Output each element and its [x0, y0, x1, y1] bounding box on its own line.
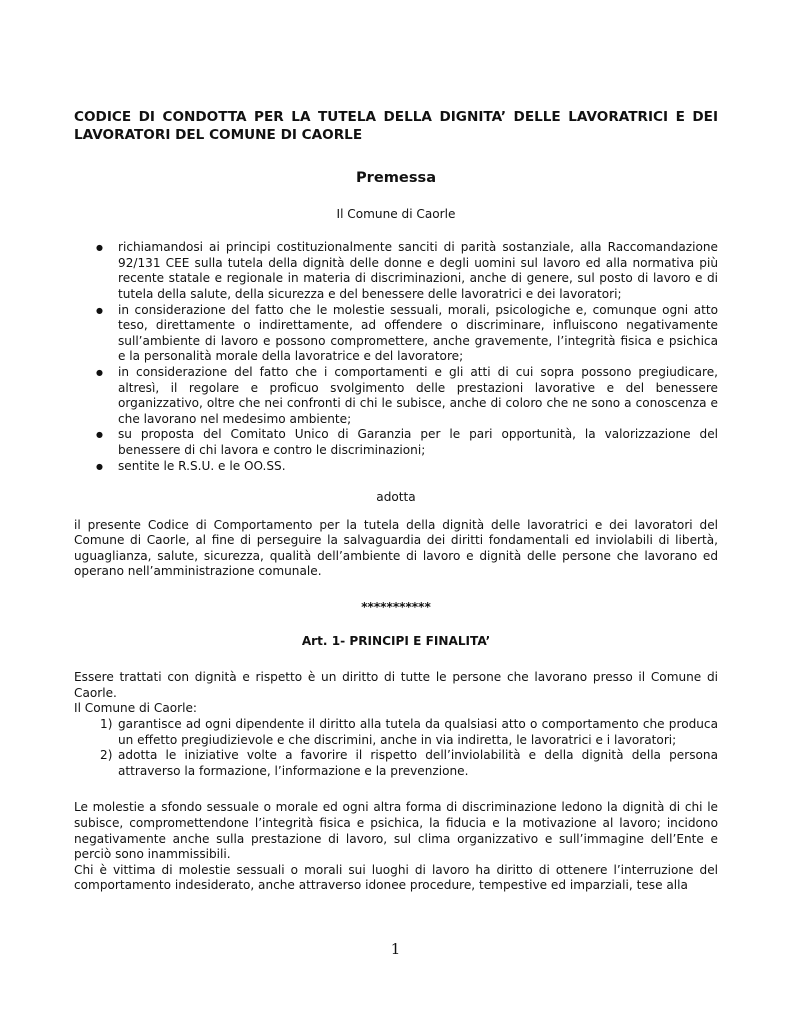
document-page — [74, 108, 718, 894]
article-1-paragraph-4: Chi è vittima di molestie sessuali o morali sui luoghi di lavoro ha diritto di ottenere l’interruzione del comportamento indesiderato, anche attraverso idonee procedure, tempestive ed imparziali, tese alla — [74, 862, 718, 893]
section-separator: *********** — [361, 600, 431, 615]
adotta-line: adotta — [376, 490, 416, 505]
item-number: 1) — [100, 717, 113, 732]
article-1-paragraph-1: Essere trattati con dignità e rispetto è un diritto di tutte le persone che lavorano presso il Comune di Caorle. — [74, 670, 718, 700]
bullet-item: ● richiamandosi ai principi costituzionalmente sanciti di parità sostanziale, alla Raccomandazione 92/131 CEE sulla tutela della dignità delle donne e degli uomini sul lavoro ed alla normativa più recente statale e regionale in materia di discriminazioni, anche di genere, sul posto di lavoro e di tutela della salute, della sicurezza e del benessere delle lavoratrici e dei lavoratori; — [74, 240, 718, 302]
bullet-item: ● in considerazione del fatto che le molestie sessuali, morali, psicologiche e, comunque ogni atto teso, direttamente o indirettamente, ad offendere o discriminare, influiscono negativamente sull’ambiente di lavoro e possono compromettere, anche gravemente, l’integrità fisica e psichica e la personalità morale della lavoratrice e del lavoratore; — [74, 303, 718, 365]
numbered-item — [74, 717, 718, 748]
item-number: 2) — [100, 748, 113, 763]
premise-bullet-list — [74, 240, 718, 474]
bullet-item: ● in considerazione del fatto che i comportamenti e gli atti di cui sopra possono pregiudicare, altresì, il regolare e proficuo svolgimento delle prestazioni lavorative e del benessere organizzativo, oltre che nei confronti di chi le subisce, anche di coloro che ne sono a conoscenza e che lavorano nel medesimo ambiente; — [74, 365, 718, 427]
document-title — [74, 108, 718, 144]
section-heading-premessa: Premessa — [355, 169, 437, 186]
article-1-title: Art. 1- PRINCIPI E FINALITA’ — [301, 633, 491, 648]
bullet-item: ● sentite le R.S.U. e le OO.SS. — [74, 459, 718, 475]
article-1-paragraph-2: Il Comune di Caorle: — [74, 701, 197, 716]
adotta-paragraph: il presente Codice di Comportamento per la tutela della dignità delle lavoratrici e dei lavoratori del Comune di Caorle, al fine di perseguire la salvaguardia dei diritti fondamentali ed inviolabili di libertà, uguaglianza, salute, sicurezza, qualità dell’ambiente di lavoro e dignità delle persone che lavorano ed operano nell’amministrazione comunale. — [74, 517, 718, 579]
item-text: adotta le iniziative volte a favorire il rispetto dell’inviolabilità e della dignità della persona attraverso la formazione, l’informazione e la prevenzione. — [118, 748, 718, 778]
item-text: garantisce ad ogni dipendente il diritto alla tutela da qualsiasi atto o comportamento che produca un effetto pregiudizievole e che discrimini, anche in via indiretta, le lavoratrici e i lavoratori; — [118, 717, 718, 747]
intro-line: Il Comune di Caorle — [336, 206, 456, 221]
title-line-1: CODICE DI CONDOTTA PER LA TUTELA DELLA DIGNITA’ DELLE LAVORATRICI E DEI — [74, 109, 718, 125]
page-number: 1 — [390, 940, 401, 958]
title-line-2: LAVORATORI DEL COMUNE DI CAORLE — [74, 127, 363, 143]
article-1-paragraph-3: Le molestie a sfondo sessuale o morale ed ogni altra forma di discriminazione ledono la dignità di chi le subisce, compromettendone l’integrità fisica e psichica, la fiducia e la motivazione al lavoro; incidono negativamente anche sulla prestazione di lavoro, sul clima organizzativo e sull’immagine dell’Ente e perciò sono inammissibili. — [74, 800, 718, 862]
numbered-item — [74, 748, 718, 779]
article-1-numbered-list — [74, 717, 718, 779]
bullet-item: ● su proposta del Comitato Unico di Garanzia per le pari opportunità, la valorizzazione del benessere di chi lavora e contro le discriminazioni; — [74, 427, 718, 458]
